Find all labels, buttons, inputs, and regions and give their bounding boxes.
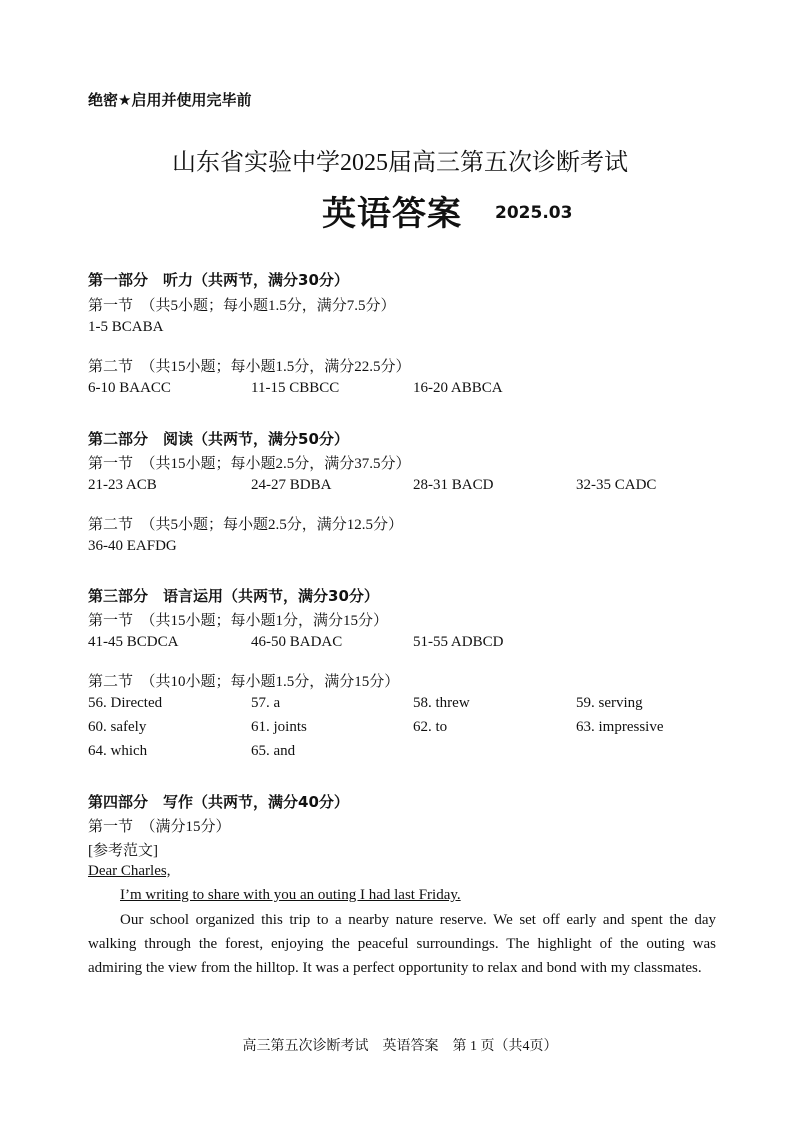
part2-heading: 第二部分 阅读（共两节，满分50分） xyxy=(88,430,349,448)
exam-date: 2025.03 xyxy=(495,203,573,223)
part3-sec1-heading: 第一节 （共15小题；每小题1分，满分15分） xyxy=(88,613,389,629)
part2-sec2-heading: 第二节 （共5小题；每小题2.5分，满分12.5分） xyxy=(88,517,404,533)
part2-sec1-heading: 第一节 （共15小题；每小题2.5分，满分37.5分） xyxy=(88,456,411,472)
part3-heading: 第三部分 语言运用（共两节，满分30分） xyxy=(88,587,379,605)
answer-group: 28-31 BACD xyxy=(413,477,494,493)
letter-body: Our school organized this trip to a nearby nature reserve. We set off early and spent the day walking through the forest, enjoying the peaceful surroundings. The highlight of the outing was admiring the view from the hilltop. It was a perfect opportunity to relax and bond with my classmates. xyxy=(88,912,716,976)
sample-essay-label: [参考范文] xyxy=(88,843,158,859)
answer-item: 63. impressive xyxy=(576,719,664,735)
answer-item: 65. and xyxy=(251,743,296,759)
answer-item: 56. Directed xyxy=(88,695,163,711)
part4-heading: 第四部分 写作（共两节，满分40分） xyxy=(88,793,349,811)
answer-group: 36-40 EAFDG xyxy=(88,538,177,554)
answer-key-title: 英语答案 xyxy=(322,194,462,234)
answer-item: 62. to xyxy=(413,719,448,735)
answer-item: 60. safely xyxy=(88,719,147,735)
page-footer: 高三第五次诊断考试 英语答案 第 1 页（共4页） xyxy=(242,1039,558,1054)
answer-item: 57. a xyxy=(251,695,281,711)
part1-sec2-heading: 第二节 （共15小题；每小题1.5分，满分22.5分） xyxy=(88,359,411,375)
answer-group: 46-50 BADAC xyxy=(251,634,343,650)
answer-group: 41-45 BCDCA xyxy=(88,634,179,650)
part1-sec1-heading: 第一节 （共5小题；每小题1.5分，满分7.5分） xyxy=(88,298,396,314)
part4-sec1-heading: 第一节 （满分15分） xyxy=(88,819,231,835)
answer-group: 6-10 BAACC xyxy=(88,380,171,396)
part1-heading: 第一部分 听力（共两节，满分30分） xyxy=(88,271,349,289)
answer-item: 58. threw xyxy=(413,695,470,711)
answer-group: 1-5 BCABA xyxy=(88,319,164,335)
exam-title: 山东省实验中学2025届高三第五次诊断考试 xyxy=(172,150,628,176)
confidential-mark: 绝密★启用并使用完毕前 xyxy=(88,91,252,109)
letter-opening: I’m writing to share with you an outing I had last Friday. xyxy=(120,887,461,903)
answer-group: 51-55 ADBCD xyxy=(413,634,504,650)
answer-group: 16-20 ABBCA xyxy=(413,380,503,396)
letter-greeting: Dear Charles, xyxy=(88,863,171,879)
answer-group: 11-15 CBBCC xyxy=(251,380,340,396)
part3-sec2-heading: 第二节 （共10小题；每小题1.5分，满分15分） xyxy=(88,674,400,690)
answer-group: 32-35 CADC xyxy=(576,477,657,493)
answer-item: 59. serving xyxy=(576,695,643,711)
answer-group: 21-23 ACB xyxy=(88,477,157,493)
answer-item: 64. which xyxy=(88,743,148,759)
answer-item: 61. joints xyxy=(251,719,307,735)
answer-group: 24-27 BDBA xyxy=(251,477,332,493)
